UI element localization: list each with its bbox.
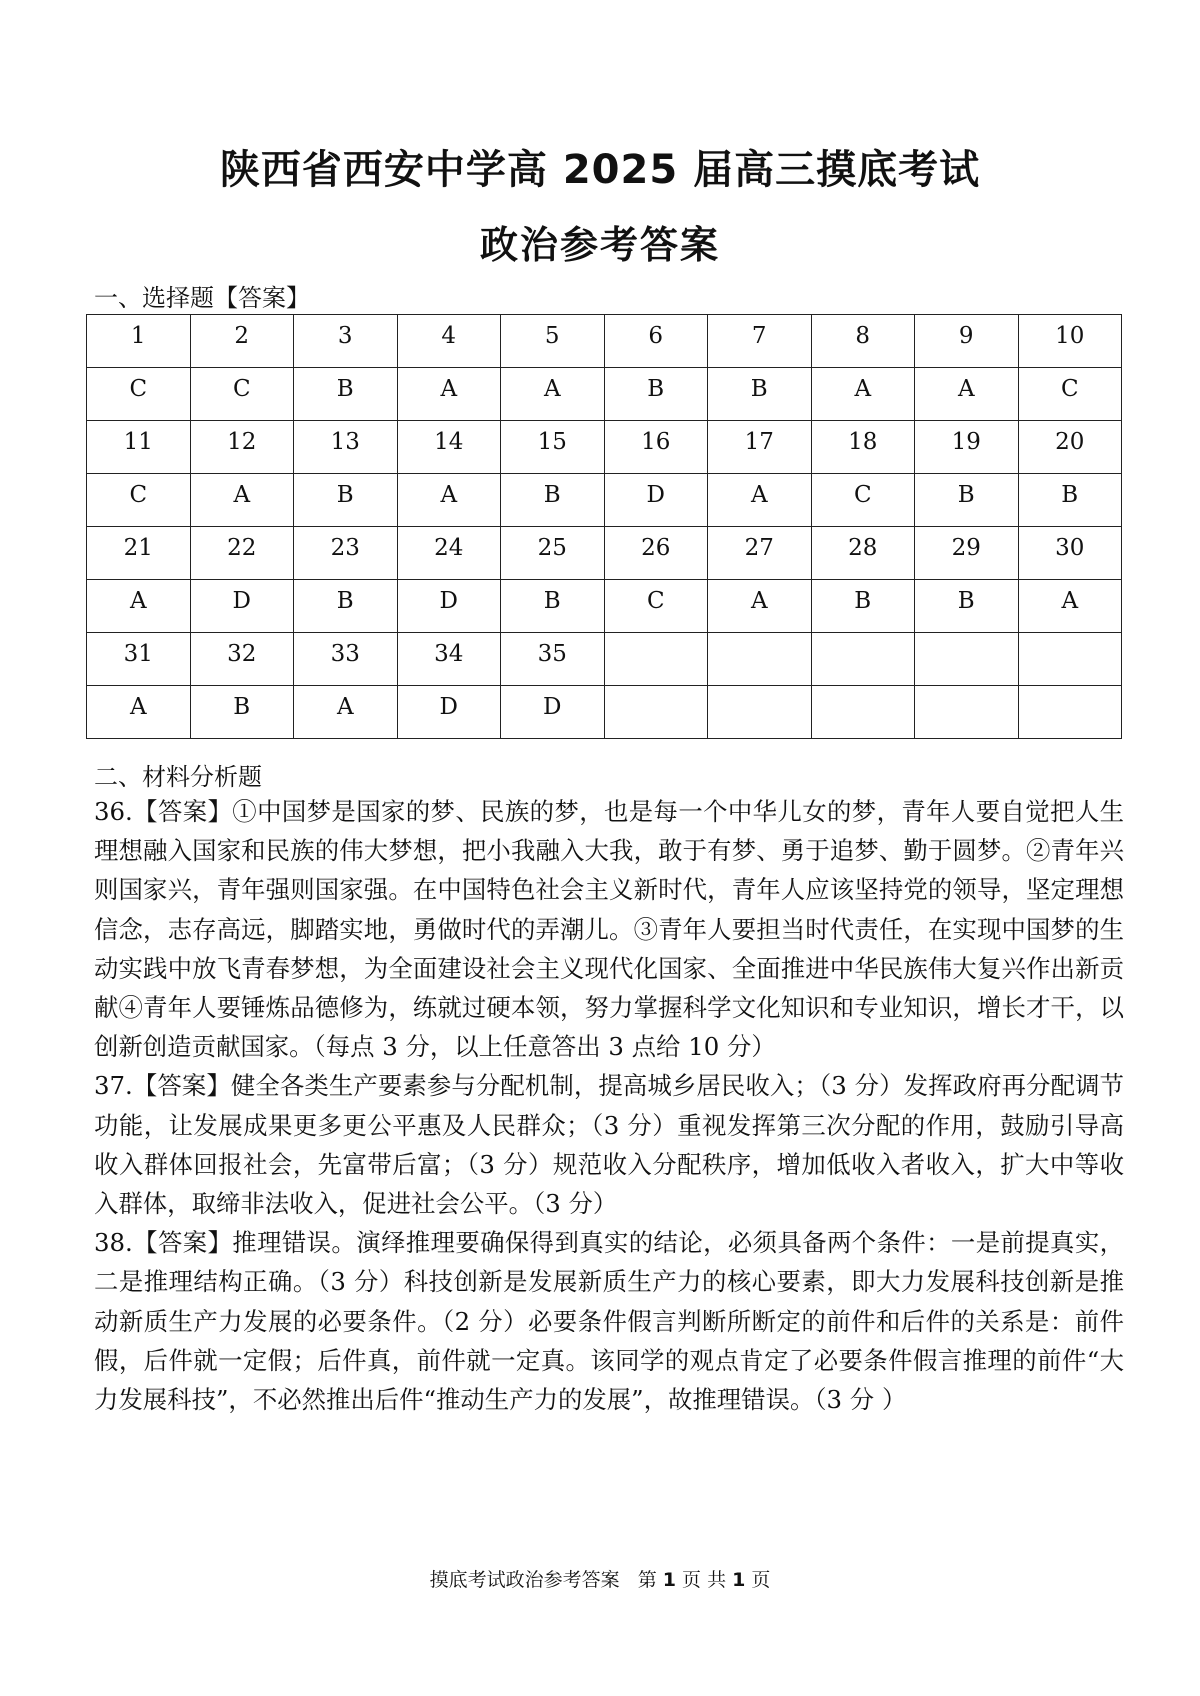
question-number-cell: 17: [708, 421, 812, 474]
answer-37: 37.【答案】健全各类生产要素参与分配机制，提高城乡居民收入；（3 分）发挥政府再分配调节功能，让发展成果更多更公平惠及人民群众；（3 分）重视发挥第三次分配的作用，鼓励引导高收入群体回报社会，先富带后富；（3 分）规范收入分配秩序，增加低收入者收入，扩大中等收入群体，取缔非法收入，促进社会公平。（3 分）: [94, 1071, 1124, 1219]
answer-cell: D: [604, 474, 708, 527]
answer-cell: C: [190, 368, 294, 421]
footer-label: 摸底考试政治参考答案: [429, 1569, 620, 1591]
table-row: [87, 686, 1122, 739]
answer-cell: A: [811, 368, 915, 421]
question-number-cell: 32: [190, 633, 294, 686]
question-number-cell: 20: [1018, 421, 1122, 474]
question-number-cell: 4: [397, 315, 501, 368]
answer-cell: D: [397, 686, 501, 739]
question-number-cell: 2: [190, 315, 294, 368]
page-footer: [0, 1565, 1200, 1592]
answer-cell: B: [811, 580, 915, 633]
question-number-cell: [604, 633, 708, 686]
answer-cell: D: [397, 580, 501, 633]
section-heading-analysis: 二、材料分析题: [94, 763, 262, 791]
document-title: 陕西省西安中学高 2025 届高三摸底考试: [219, 147, 981, 193]
question-number-cell: 27: [708, 527, 812, 580]
answer-cell: C: [811, 474, 915, 527]
answer-cell: B: [501, 474, 605, 527]
question-number-cell: 19: [915, 421, 1019, 474]
question-number-cell: 31: [87, 633, 191, 686]
answer-cell: [1018, 686, 1122, 739]
answer-cell: C: [604, 580, 708, 633]
table-row: [87, 421, 1122, 474]
footer-page-mid: 页 共: [682, 1569, 727, 1591]
answer-cell: A: [915, 368, 1019, 421]
answer-cell: A: [708, 474, 812, 527]
answer-cell: B: [915, 580, 1019, 633]
answer-cell: A: [397, 474, 501, 527]
question-number-cell: 18: [811, 421, 915, 474]
table-row: [87, 315, 1122, 368]
question-number-cell: 8: [811, 315, 915, 368]
answer-cell: B: [915, 474, 1019, 527]
table-row: [87, 527, 1122, 580]
footer-page-suffix: 页: [751, 1569, 771, 1591]
question-number-cell: 6: [604, 315, 708, 368]
question-number-cell: 9: [915, 315, 1019, 368]
answer-cell: C: [1018, 368, 1122, 421]
answer-cell: [811, 686, 915, 739]
question-number-cell: 33: [294, 633, 398, 686]
question-number-cell: 28: [811, 527, 915, 580]
question-number-cell: 5: [501, 315, 605, 368]
answer-cell: B: [501, 580, 605, 633]
answer-cell: A: [87, 580, 191, 633]
question-number-cell: 10: [1018, 315, 1122, 368]
question-number-cell: 23: [294, 527, 398, 580]
question-number-cell: 15: [501, 421, 605, 474]
question-number-cell: 3: [294, 315, 398, 368]
question-number-cell: 14: [397, 421, 501, 474]
question-number-cell: 16: [604, 421, 708, 474]
table-row: [87, 368, 1122, 421]
question-number-cell: 30: [1018, 527, 1122, 580]
question-number-cell: [708, 633, 812, 686]
analysis-answers: [94, 792, 1124, 1419]
footer-page-current: 1: [662, 1569, 676, 1591]
answer-cell: C: [87, 368, 191, 421]
question-number-cell: 34: [397, 633, 501, 686]
answer-38: 38.【答案】推理错误。演绎推理要确保得到真实的结论，必须具备两个条件：一是前提真实，二是推理结构正确。（3 分）科技创新是发展新质生产力的核心要素，即大力发展科技创新是推动新质生产力发展的必要条件。（2 分）必要条件假言判断所断定的前件和后件的关系是：前件假，后件就一定假；后件真，前件就一定真。该同学的观点肯定了必要条件假言推理的前件“大力发展科技”，不必然推出后件“推动生产力的发展”，故推理错误。（3 分 ）: [94, 1228, 1124, 1415]
answer-cell: A: [1018, 580, 1122, 633]
answer-cell: A: [190, 474, 294, 527]
question-number-cell: 25: [501, 527, 605, 580]
document-subtitle: 政治参考答案: [479, 223, 720, 267]
answer-table: [86, 314, 1122, 739]
question-number-cell: 1: [87, 315, 191, 368]
question-number-cell: 22: [190, 527, 294, 580]
answer-cell: A: [294, 686, 398, 739]
footer-page-prefix: 第: [637, 1569, 657, 1591]
answer-cell: B: [294, 474, 398, 527]
answer-cell: B: [294, 580, 398, 633]
table-row: [87, 580, 1122, 633]
answer-cell: B: [604, 368, 708, 421]
question-number-cell: [811, 633, 915, 686]
question-number-cell: 12: [190, 421, 294, 474]
answer-36: 36.【答案】①中国梦是国家的梦、民族的梦，也是每一个中华儿女的梦，青年人要自觉把人生理想融入国家和民族的伟大梦想，把小我融入大我，敢于有梦、勇于追梦、勤于圆梦。②青年兴则国家兴，青年强则国家强。在中国特色社会主义新时代，青年人应该坚持党的领导，坚定理想信念，志存高远，脚踏实地，勇做时代的弄潮儿。③青年人要担当时代责任，在实现中国梦的生动实践中放飞青春梦想，为全面建设社会主义现代化国家、全面推进中华民族伟大复兴作出新贡献④青年人要锤炼品德修为，练就过硬本领，努力掌握科学文化知识和专业知识，增长才干，以创新创造贡献国家。（每点 3 分，以上任意答出 3 点给 10 分）: [94, 797, 1124, 1062]
table-row: [87, 633, 1122, 686]
answer-cell: B: [1018, 474, 1122, 527]
question-number-cell: 26: [604, 527, 708, 580]
question-number-cell: 29: [915, 527, 1019, 580]
answer-cell: B: [708, 368, 812, 421]
question-number-cell: 35: [501, 633, 605, 686]
question-number-cell: 11: [87, 421, 191, 474]
answer-cell: C: [87, 474, 191, 527]
answer-cell: A: [87, 686, 191, 739]
answer-cell: A: [708, 580, 812, 633]
footer-page-total: 1: [732, 1569, 746, 1591]
answer-cell: D: [190, 580, 294, 633]
answer-cell: B: [190, 686, 294, 739]
answer-cell: [604, 686, 708, 739]
answer-cell: [708, 686, 812, 739]
section-heading-choice: 一、选择题【答案】: [94, 284, 310, 312]
answer-cell: A: [501, 368, 605, 421]
question-number-cell: 7: [708, 315, 812, 368]
answer-cell: D: [501, 686, 605, 739]
question-number-cell: 21: [87, 527, 191, 580]
question-number-cell: [1018, 633, 1122, 686]
question-number-cell: [915, 633, 1019, 686]
question-number-cell: 13: [294, 421, 398, 474]
question-number-cell: 24: [397, 527, 501, 580]
answer-cell: [915, 686, 1019, 739]
answer-cell: A: [397, 368, 501, 421]
table-row: [87, 474, 1122, 527]
answer-cell: B: [294, 368, 398, 421]
